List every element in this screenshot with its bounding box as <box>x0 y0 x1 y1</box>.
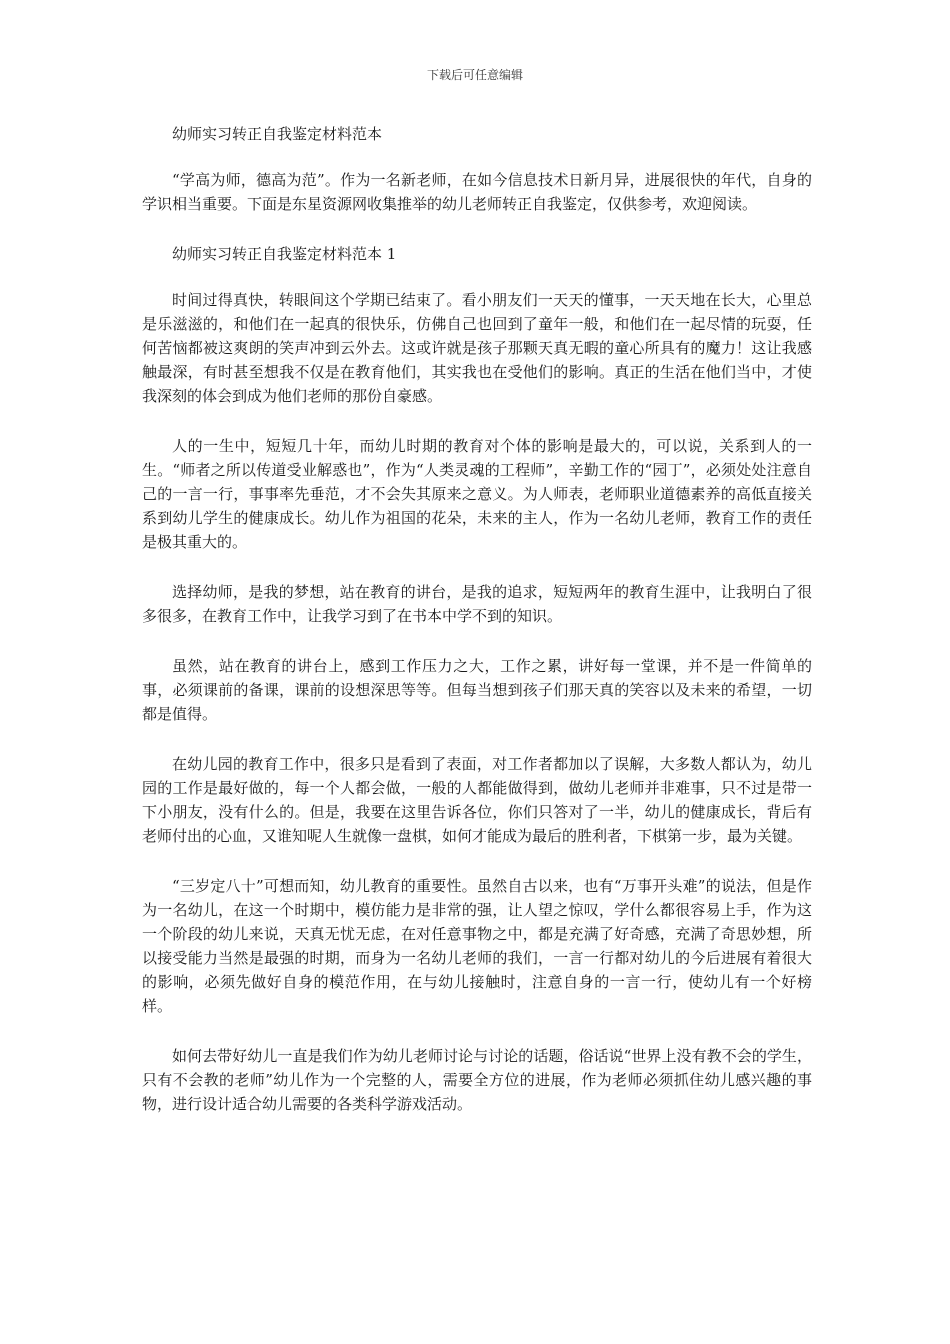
body-paragraph: 时间过得真快，转眼间这个学期已结束了。看小朋友们一天天的懂事，一天天地在长大，心里总是乐滋滋的，和他们在一起真的很快乐，仿佛自己也回到了童年一般，和他们在一起尽情的玩耍，任何苦恼都被这爽朗的笑声冲到云外去。这或许就是孩子那颗天真无暇的童心所具有的魔力！这让我感触最深，有时甚至想我不仅是在教育他们，其实我也在受他们的影响。真正的生活在他们当中，才使我深刻的体会到成为他们老师的那份自豪感。 <box>142 291 812 405</box>
intro-paragraph: “学高为师，德高为范”。作为一名新老师，在如今信息技术日新月异，进展很快的年代，自身的学识相当重要。下面是东星资源网收集推举的幼儿老师转正自我鉴定，仅供参考，欢迎阅读。 <box>142 171 812 213</box>
body-paragraph: “三岁定八十”可想而知，幼儿教育的重要性。虽然自古以来，也有“万事开头难”的说法，但是作为一名幼儿，在这一个时期中，模仿能力是非常的强，让人望之惊叹，学什么都很容易上手，作为这一个阶段的幼儿来说，天真无忧无虑，在对任意事物之中，都是充满了好奇感，充满了奇思妙想，所以接受能力当然是最强的时期，而身为一名幼儿老师的我们，一言一行都对幼儿的今后进展有着很大的影响，必须先做好自身的模范作用，在与幼儿接触时，注意自身的一言一行，使幼儿有一个好榜样。 <box>142 877 812 1015</box>
document-body <box>142 122 812 1142</box>
body-paragraph: 人的一生中，短短几十年，而幼儿时期的教育对个体的影响是最大的，可以说，关系到人的一生。“师者之所以传道受业解惑也”，作为“人类灵魂的工程师”，辛勤工作的“园丁”，必须处处注意自己的一言一行，事事率先垂范，才不会失其原来之意义。为人师表，老师职业道德素养的高低直接关系到幼儿学生的健康成长。幼儿作为祖国的花朵，未来的主人，作为一名幼儿老师，教育工作的责任是极其重大的。 <box>142 437 812 551</box>
body-paragraph: 如何去带好幼儿一直是我们作为幼儿老师讨论与讨论的话题，俗话说“世界上没有教不会的学生，只有不会教的老师”幼儿作为一个完整的人，需要全方位的进展，作为老师必须抓住幼儿感兴趣的事物，进行设计适合幼儿需要的各类科学游戏活动。 <box>142 1047 812 1113</box>
body-paragraph: 虽然，站在教育的讲台上，感到工作压力之大，工作之累，讲好每一堂课，并不是一件简单的事，必须课前的备课，课前的设想深思等等。但每当想到孩子们那天真的笑容以及未来的希望，一切都是值得。 <box>142 657 812 723</box>
section-title: 幼师实习转正自我鉴定材料范本 1 <box>172 245 397 263</box>
document-title: 幼师实习转正自我鉴定材料范本 <box>172 125 383 143</box>
header-note: 下载后可任意编辑 <box>426 68 523 82</box>
body-paragraph: 选择幼师，是我的梦想，站在教育的讲台，是我的追求，短短两年的教育生涯中，让我明白了很多很多，在教育工作中，让我学习到了在书本中学不到的知识。 <box>142 583 812 625</box>
body-paragraph: 在幼儿园的教育工作中，很多只是看到了表面，对工作者都加以了误解，大多数人都认为，幼儿园的工作是最好做的，每一个人都会做，一般的人都能做得到，做幼儿老师并非难事，只不过是带一下小朋友，没有什么的。但是，我要在这里告诉各位，你们只答对了一半，幼儿的健康成长，背后有老师付出的心血，又谁知呢人生就像一盘棋，如何才能成为最后的胜利者，下棋第一步，最为关键。 <box>142 755 812 845</box>
